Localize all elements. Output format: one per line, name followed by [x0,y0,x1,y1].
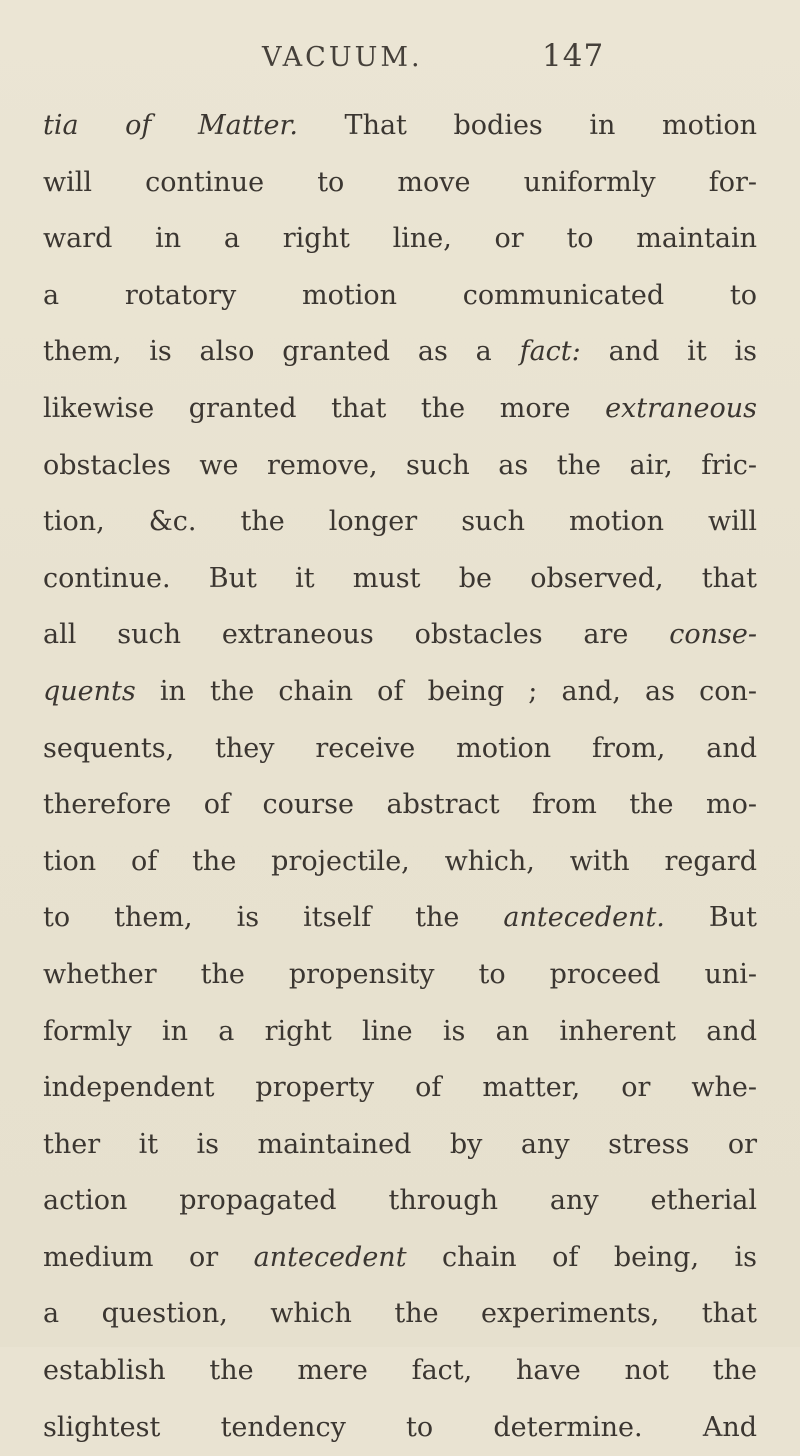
text-segment: a rotatory motion communicated to [43,279,757,311]
text-line [43,721,757,778]
text-segment: therefore of course abstract from the mo- [43,789,757,821]
text-segment: a question, which the experiments, that [43,1298,757,1330]
text-line [43,1400,757,1456]
text-line [43,890,757,947]
text-segment: But [664,902,757,934]
text-line [43,268,757,325]
text-segment: That bodies in motion [297,110,757,141]
text-segment: establish the mere fact, have not the [43,1355,757,1387]
text-segment: slightest tendency to determine. And [43,1411,757,1443]
text-line [43,1286,757,1343]
text-line [43,607,757,664]
text-segment: chain of being, is [406,1241,757,1273]
text-segment: independent property of matter, or whe- [43,1072,757,1104]
text-line [43,438,757,495]
text-line [43,664,757,721]
text-segment: continue. But it must be observed, that [43,562,757,594]
text-line [43,155,757,212]
text-line [43,1004,757,1061]
italic-text: fact: [519,336,581,368]
text-segment: tion of the projectile, which, with regard [43,845,757,877]
text-line [43,381,757,438]
text-segment: action propagated through any etherial [43,1185,757,1217]
text-segment: them, is also granted as a [43,336,520,368]
text-line [43,834,757,891]
italic-text: quents [43,675,136,707]
text-line [43,1060,757,1117]
italic-text: antecedent. [503,902,665,934]
text-segment: tion, &c. the longer such motion will [43,506,757,538]
text-segment: in the chain of being ; and, as con- [135,675,757,707]
text-line [43,551,757,608]
text-line [43,1173,757,1230]
text-segment: and it is [580,336,757,368]
text-segment: formly in a right line is an inherent and [43,1015,757,1047]
text-segment: will continue to move uniformly for- [43,166,757,198]
running-title: VACUUM. [262,42,423,73]
text-line [43,494,757,551]
text-segment: medium or [43,1241,254,1273]
text-line [43,324,757,381]
italic-text: extraneous [605,392,757,424]
text-segment: to them, is itself the [43,902,504,934]
text-line [43,98,757,155]
text-line [43,1117,757,1174]
text-line [43,777,757,834]
italic-text: tia of Matter. [43,110,298,141]
text-segment: obstacles we remove, such as the air, fric- [43,449,757,481]
text-segment: ward in a right line, or to maintain [43,223,757,255]
page-number: 147 [542,38,605,74]
text-line [43,1343,757,1400]
page-header [0,38,800,82]
italic-text: antecedent [253,1241,407,1273]
text-line [43,211,757,268]
body-text [43,98,757,1456]
text-segment: whether the propensity to proceed uni- [43,958,757,990]
text-segment: sequents, they receive motion from, and [43,732,757,764]
text-line [43,947,757,1004]
text-line [43,1230,757,1287]
text-segment: all such extraneous obstacles are [43,619,670,651]
text-segment: ther it is maintained by any stress or [43,1128,757,1160]
italic-text: conse- [669,619,757,651]
text-segment: likewise granted that the more [43,392,606,424]
